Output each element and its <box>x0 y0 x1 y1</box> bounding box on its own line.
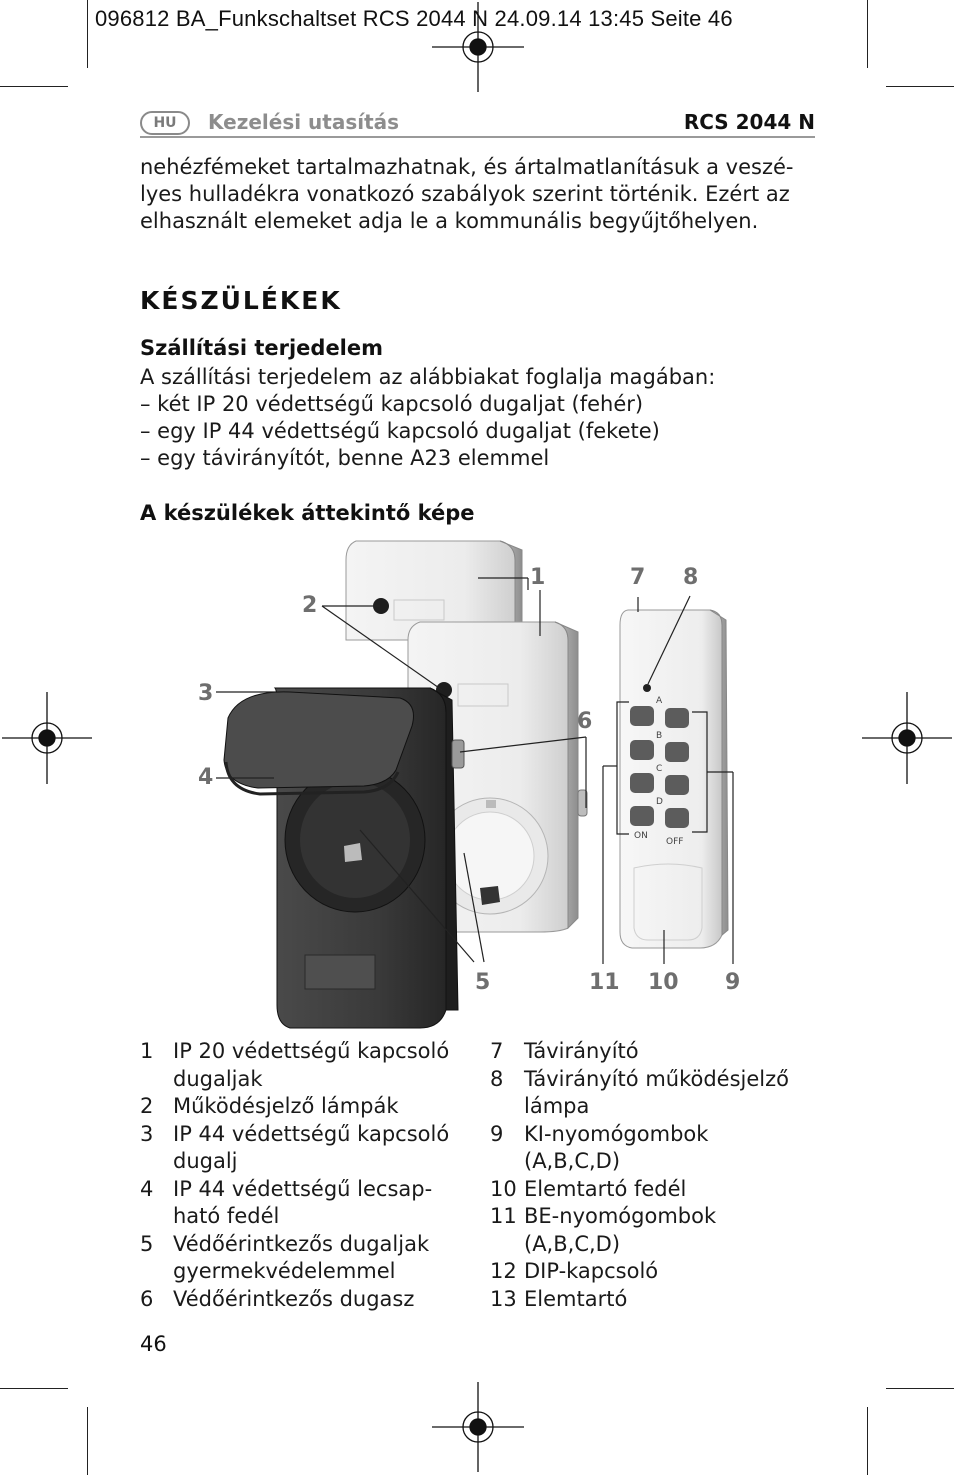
remote-label-d: D <box>656 797 663 807</box>
print-slug: 096812 BA_Funkschaltset RCS 2044 N 24.09.14 13:45 Seite 46 <box>95 6 733 31</box>
callout-9: 9 <box>725 970 741 995</box>
legend-item: 11 BE-nyomógombok (A,B,C,D) <box>490 1204 717 1256</box>
legend-item: 10 Elemtartó fedél <box>490 1176 687 1201</box>
legend-item: 9 KI-nyomógombok (A,B,C,D) <box>490 1121 709 1173</box>
callout-5: 5 <box>475 970 491 995</box>
remote-label-a: A <box>656 696 663 706</box>
legend-item: 12 DIP-kapcsoló <box>490 1259 659 1283</box>
callout-2: 2 <box>302 593 318 618</box>
legend-item: 2 Működésjelző lámpák <box>140 1094 399 1118</box>
overview-title: A készülékek áttekintő képe <box>140 501 475 525</box>
scope-line: – két IP 20 védettségű kapcsoló dugaljat (fehér) <box>140 392 644 416</box>
legend-right <box>490 1038 789 1313</box>
legend-item: 6 Védőérintkezős dugasz <box>140 1286 415 1311</box>
header-title: Kezelési utasítás <box>208 110 400 134</box>
legend-item: 5 Védőérintkezős dugaljak gyermekvédelemmel <box>140 1231 430 1283</box>
intro-line: lyes hulladékra vonatkozó szabályok szerint történik. Ezért az <box>140 182 790 206</box>
callout-7: 7 <box>630 565 646 590</box>
legend-item: 4 IP 44 védettségű lecsap- ható fedél <box>140 1176 433 1228</box>
legend-item: 13 Elemtartó <box>490 1286 628 1311</box>
callout-3: 3 <box>198 681 214 706</box>
legend-item: 1 IP 20 védettségű kapcsoló dugaljak <box>140 1039 450 1091</box>
callout-1: 1 <box>530 565 546 590</box>
remote-control <box>620 610 728 948</box>
callout-8: 8 <box>683 565 699 590</box>
callout-11: 11 <box>589 970 620 995</box>
language-badge: HU <box>140 111 190 135</box>
remote-label-off: OFF <box>666 837 684 847</box>
scope-line: – egy távirányítót, benne A23 elemmel <box>140 446 550 470</box>
callout-6: 6 <box>577 709 593 734</box>
black-socket <box>224 688 464 1028</box>
legend-item: 7 Távirányító <box>490 1039 639 1063</box>
scope-line: A szállítási terjedelem az alábbiakat foglalja magában: <box>140 365 716 389</box>
callout-10: 10 <box>648 970 679 995</box>
scope-line: – egy IP 44 védettségű kapcsoló dugaljat (fekete) <box>140 419 660 443</box>
legend-item: 8 Távirányító működésjelző lámpa <box>490 1066 789 1118</box>
legend-left <box>140 1038 449 1313</box>
page-number: 46 <box>140 1332 167 1356</box>
remote-label-on: ON <box>634 831 648 841</box>
remote-label-c: C <box>656 764 663 774</box>
remote-label-b: B <box>656 731 663 741</box>
legend-item: 3 IP 44 védettségű kapcsoló dugalj <box>140 1121 450 1173</box>
header-model: RCS 2044 N <box>683 110 815 134</box>
intro-line: nehézfémeket tartalmazhatnak, és ártalmatlanításuk a veszé- <box>140 155 794 179</box>
section-title: KÉSZÜLÉKEK <box>140 286 342 315</box>
scope-title: Szállítási terjedelem <box>140 336 384 360</box>
callout-4: 4 <box>198 765 214 790</box>
intro-line: elhasznált elemeket adja le a kommunális begyűjtőhelyen. <box>140 209 759 233</box>
